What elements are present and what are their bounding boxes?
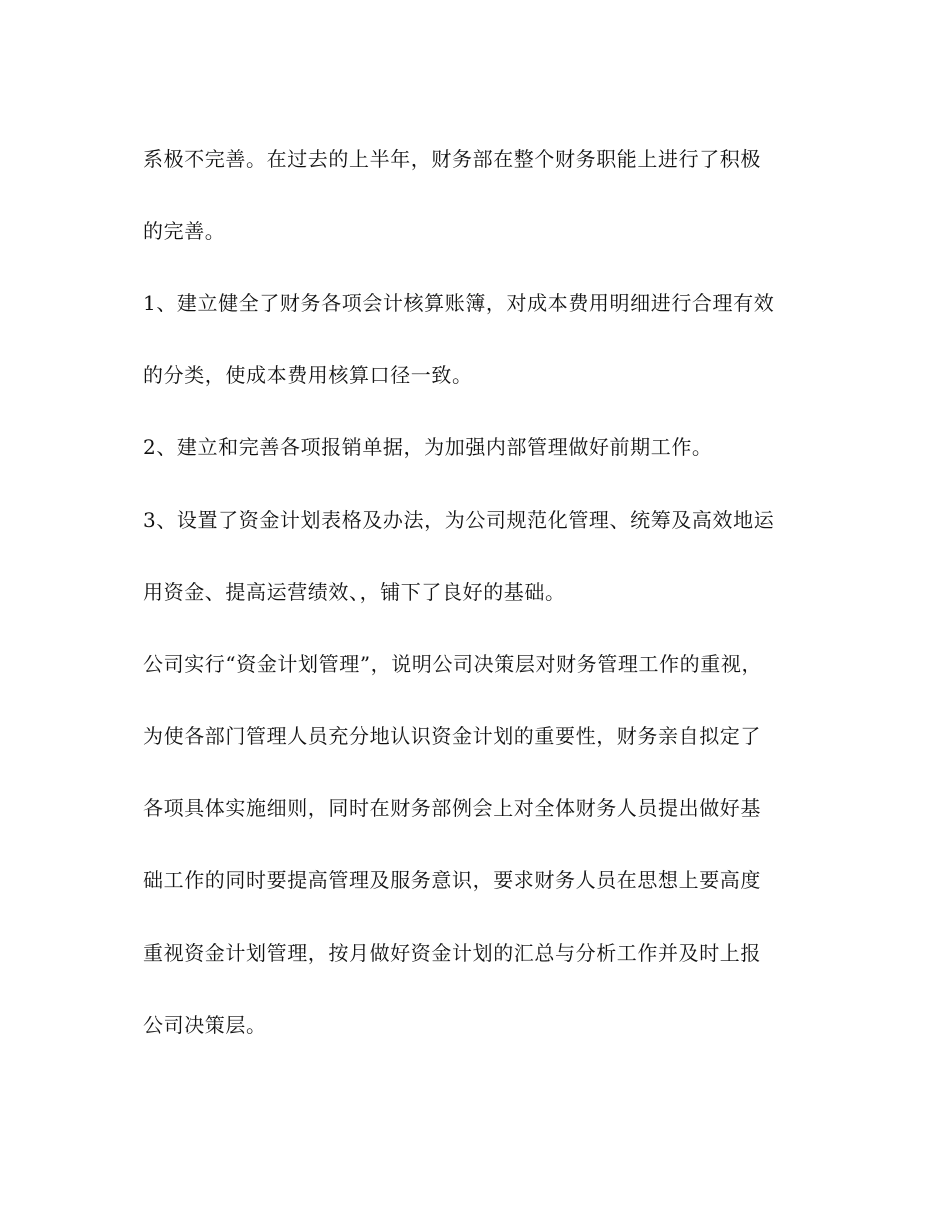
text-line: 公司决策层。 [143, 1013, 267, 1037]
text-line: 各项具体实施细则，同时在财务部例会上对全体财务人员提出做好基 [143, 796, 761, 820]
text-line: 3、设置了资金计划表格及办法，为公司规范化管理、统筹及高效地运 [143, 508, 775, 532]
text-line: 础工作的同时要提高管理及服务意识，要求财务人员在思想上要高度 [143, 868, 761, 892]
text-line: 重视资金计划管理，按月做好资金计划的汇总与分析工作并及时上报 [143, 941, 761, 965]
text-line: 系极不完善。在过去的上半年，财务部在整个财务职能上进行了积极 [143, 147, 761, 171]
text-line: 为使各部门管理人员充分地认识资金计划的重要性，财务亲自拟定了 [143, 724, 761, 748]
text-line: 的分类，使成本费用核算口径一致。 [143, 363, 473, 387]
text-line: 公司实行“资金计划管理”，说明公司决策层对财务管理工作的重视， [143, 652, 763, 676]
text-line: 1、建立健全了财务各项会计核算账簿，对成本费用明细进行合理有效 [143, 291, 775, 315]
text-line: 的完善。 [143, 219, 226, 243]
text-line: 用资金、提高运营绩效、，铺下了良好的基础。 [143, 580, 566, 604]
text-line: 2、建立和完善各项报销单据，为加强内部管理做好前期工作。 [143, 435, 713, 459]
